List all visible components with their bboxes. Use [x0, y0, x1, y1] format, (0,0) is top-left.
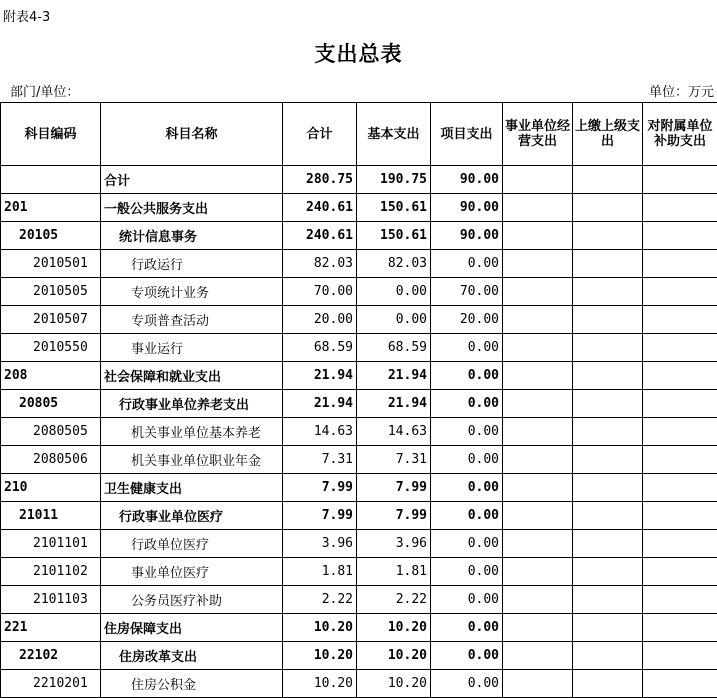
basic-cell: 3.96 [357, 530, 431, 558]
business-cell [503, 362, 573, 390]
subsidy-cell [643, 530, 717, 558]
remit-cell [573, 194, 643, 222]
business-cell [503, 334, 573, 362]
name-cell: 事业运行 [101, 334, 283, 362]
code-cell: 210 [1, 474, 101, 502]
business-cell [503, 586, 573, 614]
code-cell: 2080505 [1, 418, 101, 446]
code-cell: 2101102 [1, 558, 101, 586]
total-cell: 82.03 [283, 250, 357, 278]
subsidy-cell [643, 418, 717, 446]
project-cell: 0.00 [431, 334, 503, 362]
code-cell: 21011 [1, 502, 101, 530]
name-cell: 统计信息事务 [101, 222, 283, 250]
project-cell: 20.00 [431, 306, 503, 334]
remit-cell [573, 278, 643, 306]
table-row [1, 194, 717, 222]
code-cell: 2010550 [1, 334, 101, 362]
remit-cell [573, 446, 643, 474]
table-row [1, 418, 717, 446]
business-cell [503, 614, 573, 642]
col-header-subsidy: 对附属单位补助支出 [643, 103, 717, 166]
col-header-project: 项目支出 [431, 103, 503, 166]
remit-cell [573, 166, 643, 194]
subsidy-cell [643, 390, 717, 418]
remit-cell [573, 642, 643, 670]
total-cell: 10.20 [283, 642, 357, 670]
col-header-basic: 基本支出 [357, 103, 431, 166]
subsidy-cell [643, 586, 717, 614]
business-cell [503, 502, 573, 530]
basic-cell: 7.31 [357, 446, 431, 474]
basic-cell: 68.59 [357, 334, 431, 362]
project-cell: 0.00 [431, 558, 503, 586]
total-cell: 280.75 [283, 166, 357, 194]
name-cell: 机关事业单位基本养老 [101, 418, 283, 446]
name-cell: 住房公积金 [101, 670, 283, 698]
basic-cell: 10.20 [357, 614, 431, 642]
header-row [1, 103, 717, 166]
business-cell [503, 278, 573, 306]
basic-cell: 14.63 [357, 418, 431, 446]
remit-cell [573, 390, 643, 418]
project-cell: 0.00 [431, 474, 503, 502]
project-cell: 0.00 [431, 642, 503, 670]
code-cell: 2210201 [1, 670, 101, 698]
table-row [1, 166, 717, 194]
basic-cell: 10.20 [357, 642, 431, 670]
code-cell: 201 [1, 194, 101, 222]
col-header-name: 科目名称 [101, 103, 283, 166]
business-cell [503, 558, 573, 586]
project-cell: 0.00 [431, 502, 503, 530]
code-cell: 2010501 [1, 250, 101, 278]
code-cell: 208 [1, 362, 101, 390]
subsidy-cell [643, 642, 717, 670]
subsidy-cell [643, 278, 717, 306]
table-row [1, 586, 717, 614]
basic-cell: 0.00 [357, 306, 431, 334]
remit-cell [573, 558, 643, 586]
project-cell: 0.00 [431, 418, 503, 446]
project-cell: 0.00 [431, 362, 503, 390]
total-cell: 10.20 [283, 670, 357, 698]
table-row [1, 614, 717, 642]
total-cell: 240.61 [283, 194, 357, 222]
col-header-remit: 上缴上级支出 [573, 103, 643, 166]
basic-cell: 150.61 [357, 222, 431, 250]
remit-cell [573, 362, 643, 390]
remit-cell [573, 474, 643, 502]
total-cell: 7.99 [283, 502, 357, 530]
total-cell: 7.99 [283, 474, 357, 502]
name-cell: 机关事业单位职业年金 [101, 446, 283, 474]
remit-cell [573, 614, 643, 642]
total-cell: 7.31 [283, 446, 357, 474]
total-cell: 240.61 [283, 222, 357, 250]
department-label: 部门/单位： [10, 85, 80, 100]
total-cell: 21.94 [283, 390, 357, 418]
code-cell: 2101103 [1, 586, 101, 614]
subsidy-cell [643, 194, 717, 222]
basic-cell: 0.00 [357, 278, 431, 306]
appendix-note: 附表4-3 [3, 10, 51, 25]
remit-cell [573, 334, 643, 362]
basic-cell: 2.22 [357, 586, 431, 614]
name-cell: 一般公共服务支出 [101, 194, 283, 222]
subsidy-cell [643, 474, 717, 502]
total-cell: 21.94 [283, 362, 357, 390]
project-cell: 90.00 [431, 166, 503, 194]
project-cell: 0.00 [431, 670, 503, 698]
name-cell: 专项统计业务 [101, 278, 283, 306]
project-cell: 90.00 [431, 222, 503, 250]
project-cell: 0.00 [431, 614, 503, 642]
table-row [1, 558, 717, 586]
total-cell: 20.00 [283, 306, 357, 334]
project-cell: 70.00 [431, 278, 503, 306]
remit-cell [573, 250, 643, 278]
code-cell: 20805 [1, 390, 101, 418]
subsidy-cell [643, 306, 717, 334]
name-cell: 专项普查活动 [101, 306, 283, 334]
basic-cell: 7.99 [357, 502, 431, 530]
subsidy-cell [643, 250, 717, 278]
project-cell: 0.00 [431, 446, 503, 474]
basic-cell: 10.20 [357, 670, 431, 698]
subsidy-cell [643, 670, 717, 698]
name-cell: 公务员医疗补助 [101, 586, 283, 614]
subsidy-cell [643, 334, 717, 362]
basic-cell: 82.03 [357, 250, 431, 278]
name-cell: 行政运行 [101, 250, 283, 278]
project-cell: 0.00 [431, 530, 503, 558]
business-cell [503, 306, 573, 334]
name-cell: 事业单位医疗 [101, 558, 283, 586]
project-cell: 90.00 [431, 194, 503, 222]
total-cell: 2.22 [283, 586, 357, 614]
remit-cell [573, 306, 643, 334]
table-body [1, 166, 717, 698]
name-cell: 社会保障和就业支出 [101, 362, 283, 390]
name-cell: 合计 [101, 166, 283, 194]
col-header-business: 事业单位经营支出 [503, 103, 573, 166]
business-cell [503, 194, 573, 222]
code-cell: 20105 [1, 222, 101, 250]
code-cell: 22102 [1, 642, 101, 670]
business-cell [503, 474, 573, 502]
business-cell [503, 250, 573, 278]
table-row [1, 362, 717, 390]
name-cell: 卫生健康支出 [101, 474, 283, 502]
table-row [1, 670, 717, 698]
business-cell [503, 390, 573, 418]
business-cell [503, 530, 573, 558]
table-row [1, 642, 717, 670]
table-row [1, 390, 717, 418]
name-cell: 住房改革支出 [101, 642, 283, 670]
table-row [1, 250, 717, 278]
name-cell: 行政事业单位医疗 [101, 502, 283, 530]
remit-cell [573, 530, 643, 558]
code-cell: 221 [1, 614, 101, 642]
basic-cell: 21.94 [357, 362, 431, 390]
table-row [1, 474, 717, 502]
basic-cell: 190.75 [357, 166, 431, 194]
subsidy-cell [643, 166, 717, 194]
basic-cell: 7.99 [357, 474, 431, 502]
remit-cell [573, 418, 643, 446]
project-cell: 0.00 [431, 390, 503, 418]
subsidy-cell [643, 362, 717, 390]
total-cell: 14.63 [283, 418, 357, 446]
table-row [1, 502, 717, 530]
col-header-total: 合计 [283, 103, 357, 166]
business-cell [503, 222, 573, 250]
business-cell [503, 670, 573, 698]
code-cell [1, 166, 101, 194]
code-cell: 2101101 [1, 530, 101, 558]
name-cell: 行政事业单位养老支出 [101, 390, 283, 418]
code-cell: 2010505 [1, 278, 101, 306]
total-cell: 70.00 [283, 278, 357, 306]
business-cell [503, 418, 573, 446]
project-cell: 0.00 [431, 250, 503, 278]
name-cell: 行政单位医疗 [101, 530, 283, 558]
remit-cell [573, 586, 643, 614]
table-row [1, 530, 717, 558]
subsidy-cell [643, 502, 717, 530]
subsidy-cell [643, 222, 717, 250]
name-cell: 住房保障支出 [101, 614, 283, 642]
subsidy-cell [643, 614, 717, 642]
subsidy-cell [643, 558, 717, 586]
remit-cell [573, 502, 643, 530]
table-row [1, 306, 717, 334]
subsidy-cell [643, 446, 717, 474]
total-cell: 68.59 [283, 334, 357, 362]
col-header-code: 科目编码 [1, 103, 101, 166]
code-cell: 2010507 [1, 306, 101, 334]
table-row [1, 222, 717, 250]
total-cell: 3.96 [283, 530, 357, 558]
remit-cell [573, 670, 643, 698]
basic-cell: 150.61 [357, 194, 431, 222]
project-cell: 0.00 [431, 586, 503, 614]
expenditure-table [0, 102, 717, 698]
business-cell [503, 446, 573, 474]
remit-cell [573, 222, 643, 250]
business-cell [503, 642, 573, 670]
total-cell: 10.20 [283, 614, 357, 642]
page-title: 支出总表 [314, 42, 403, 66]
unit-label: 单位：万元 [648, 85, 714, 100]
code-cell: 2080506 [1, 446, 101, 474]
table-row [1, 446, 717, 474]
business-cell [503, 166, 573, 194]
total-cell: 1.81 [283, 558, 357, 586]
table-row [1, 334, 717, 362]
table-row [1, 278, 717, 306]
basic-cell: 1.81 [357, 558, 431, 586]
basic-cell: 21.94 [357, 390, 431, 418]
